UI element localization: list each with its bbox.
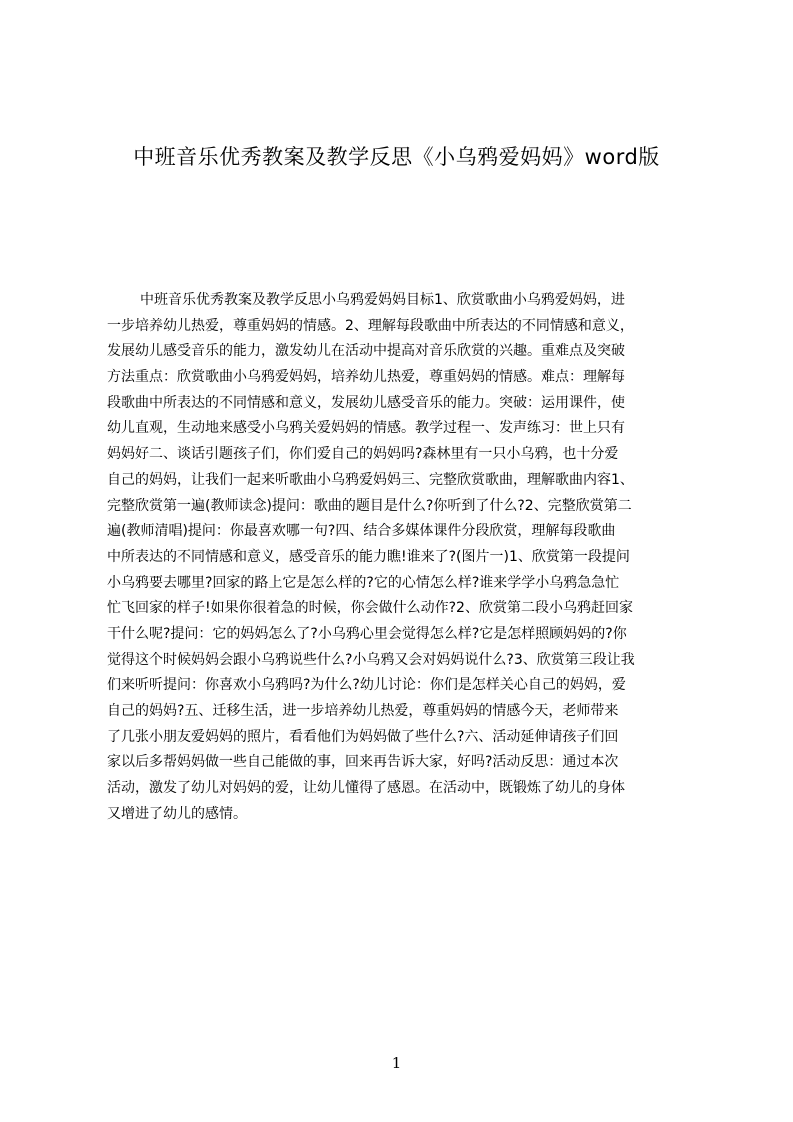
body-line: 了几张小朋友爱妈妈的照片，看看他们为妈妈做了些什么?六、活动延伸请孩子们回 — [107, 728, 619, 745]
body-line: 遍(教师清唱)提问：你最喜欢哪一句?四、结合多媒体课件分段欣赏，理解每段歌曲 — [107, 523, 616, 540]
body-line: 小乌鸦要去哪里?回家的路上它是怎么样的?它的心情怎么样?谁来学学小乌鸦急急忙 — [107, 574, 620, 591]
body-line: 自己的妈妈?五、迁移生活，进一步培养幼儿热爱，尊重妈妈的情感今天，老师带来 — [107, 703, 619, 719]
body-line: 干什么呢?提问：它的妈妈怎么了?小乌鸦心里会觉得怎么样?它是怎样照顾妈妈的?你 — [107, 625, 627, 642]
body-line: 又增进了幼儿的感情。 — [107, 805, 247, 822]
body-line: 中所表达的不同情感和意义，感受音乐的能力瞧!谁来了?(图片一)1、欣赏第一段提问 — [107, 548, 630, 565]
document-body — [107, 288, 697, 827]
body-line: 忙飞回家的样子!如果你很着急的时候，你会做什么动作?2、欣赏第二段小乌鸦赶回家 — [107, 600, 633, 617]
body-line: 方法重点：欣赏歌曲小乌鸦爱妈妈，培养幼儿热爱，尊重妈妈的情感。难点：理解每 — [107, 369, 625, 386]
body-line: 幼儿直观，生动地来感受小乌鸦关爱妈妈的情感。教学过程一、发声练习：世上只有 — [107, 420, 625, 437]
document-title: 中班音乐优秀教案及教学反思《小乌鸦爱妈妈》word版 — [133, 145, 660, 169]
body-line: 活动，激发了幼儿对妈妈的爱，让幼儿懂得了感恩。在活动中，既锻炼了幼儿的身体 — [107, 780, 625, 797]
body-line: 一步培养幼儿热爱，尊重妈妈的情感。2、理解每段歌曲中所表达的不同情感和意义， — [107, 317, 634, 334]
body-line: 觉得这个时候妈妈会跟小乌鸦说些什么?小乌鸦又会对妈妈说什么?3、欣赏第三段让我 — [107, 651, 635, 668]
body-line: 中班音乐优秀教案及教学反思小乌鸦爱妈妈目标1、欣赏歌曲小乌鸦爱妈妈，进 — [140, 292, 625, 308]
body-line: 完整欣赏第一遍(教师读念)提问：歌曲的题目是什么?你听到了什么?2、完整欣赏第二 — [107, 497, 632, 514]
body-line: 段歌曲中所表达的不同情感和意义，发展幼儿感受音乐的能力。突破：运用课件，使 — [107, 394, 625, 411]
body-line: 妈妈好二、谈话引题孩子们，你们爱自己的妈妈吗?森林里有一只小乌鸦，也十分爱 — [107, 446, 619, 463]
body-line: 们来听听提问：你喜欢小乌鸦吗?为什么?幼儿讨论：你们是怎样关心自己的妈妈，爱 — [107, 677, 626, 694]
body-line: 发展幼儿感受音乐的能力，激发幼儿在活动中提高对音乐欣赏的兴趣。重难点及突破 — [107, 343, 625, 360]
page-number: 1 — [391, 1054, 402, 1072]
body-line: 家以后多帮妈妈做一些自己能做的事，回来再告诉大家，好吗?活动反思：通过本次 — [107, 754, 619, 771]
body-line: 自己的妈妈，让我们一起来听歌曲小乌鸦爱妈妈三、完整欣赏歌曲，理解歌曲内容1、 — [107, 471, 634, 488]
